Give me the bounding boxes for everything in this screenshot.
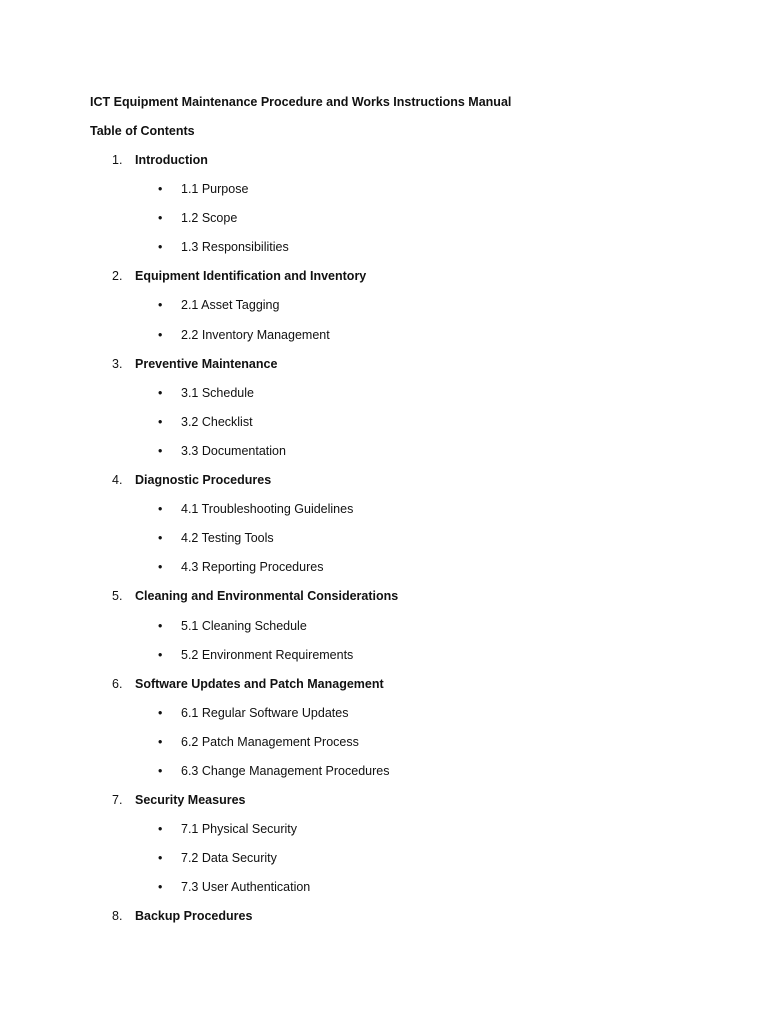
bullet-icon: • xyxy=(158,385,163,400)
section-number: 5. xyxy=(112,589,123,604)
toc-subsection xyxy=(0,820,768,849)
toc-subsection xyxy=(0,209,768,238)
subsection-title: 4.1 Troubleshooting Guidelines xyxy=(181,502,354,517)
bullet-icon: • xyxy=(158,880,163,895)
table-of-contents xyxy=(0,151,768,937)
toc-section xyxy=(0,675,768,704)
bullet-icon: • xyxy=(158,822,163,837)
subsection-title: 3.3 Documentation xyxy=(181,443,286,458)
section-number: 2. xyxy=(112,269,123,284)
bullet-icon: • xyxy=(158,327,163,342)
bullet-icon: • xyxy=(158,502,163,517)
subsection-title: 1.1 Purpose xyxy=(181,182,249,197)
subsection-title: 1.2 Scope xyxy=(181,211,238,226)
subsection-title: 7.2 Data Security xyxy=(181,851,277,866)
bullet-icon: • xyxy=(158,647,163,662)
toc-subsection xyxy=(0,733,768,762)
bullet-icon: • xyxy=(158,298,163,313)
toc-section xyxy=(0,151,768,180)
subsection-title: 7.3 User Authentication xyxy=(181,880,311,895)
toc-subsection xyxy=(0,849,768,878)
section-title: Cleaning and Environmental Considerations xyxy=(135,589,399,604)
bullet-icon: • xyxy=(158,182,163,197)
toc-subsection xyxy=(0,878,768,907)
bullet-icon: • xyxy=(158,618,163,633)
toc-subsection xyxy=(0,238,768,267)
toc-subsection xyxy=(0,500,768,529)
subsection-title: 3.1 Schedule xyxy=(181,385,254,400)
section-title: Introduction xyxy=(135,153,208,167)
toc-subsection xyxy=(0,180,768,209)
section-number: 7. xyxy=(112,793,123,808)
toc-section xyxy=(0,587,768,616)
section-title: Preventive Maintenance xyxy=(135,356,278,371)
subsection-title: 2.2 Inventory Management xyxy=(181,327,330,342)
toc-subsection xyxy=(0,442,768,471)
toc-subsection xyxy=(0,326,768,355)
bullet-icon: • xyxy=(158,211,163,226)
subsection-title: 6.1 Regular Software Updates xyxy=(181,705,349,720)
toc-subsection xyxy=(0,646,768,675)
toc-section xyxy=(0,471,768,500)
toc-subsection xyxy=(0,384,768,413)
toc-subsection xyxy=(0,529,768,558)
section-number: 1. xyxy=(112,153,123,167)
bullet-icon: • xyxy=(158,560,163,575)
subsection-title: 6.2 Patch Management Process xyxy=(181,734,359,749)
toc-subsection xyxy=(0,413,768,442)
toc-section xyxy=(0,267,768,296)
section-title: Backup Procedures xyxy=(135,909,253,924)
toc-subsection xyxy=(0,617,768,646)
section-number: 8. xyxy=(112,909,123,924)
section-number: 6. xyxy=(112,676,123,691)
section-title: Software Updates and Patch Management xyxy=(135,676,384,691)
toc-subsection xyxy=(0,296,768,325)
subsection-title: 3.2 Checklist xyxy=(181,414,253,429)
subsection-title: 4.2 Testing Tools xyxy=(181,531,274,546)
toc-section xyxy=(0,791,768,820)
bullet-icon: • xyxy=(158,531,163,546)
toc-section xyxy=(0,355,768,384)
bullet-icon: • xyxy=(158,734,163,749)
bullet-icon: • xyxy=(158,763,163,778)
section-title: Equipment Identification and Inventory xyxy=(135,269,367,284)
document-title: ICT Equipment Maintenance Procedure and Works Instructions Manual xyxy=(90,95,512,109)
toc-section xyxy=(0,907,768,936)
subsection-title: 4.3 Reporting Procedures xyxy=(181,560,324,575)
section-title: Diagnostic Procedures xyxy=(135,473,272,488)
bullet-icon: • xyxy=(158,705,163,720)
toc-subsection xyxy=(0,558,768,587)
bullet-icon: • xyxy=(158,851,163,866)
toc-subsection xyxy=(0,704,768,733)
section-title: Security Measures xyxy=(135,793,246,808)
subsection-title: 7.1 Physical Security xyxy=(181,822,298,837)
subsection-title: 5.1 Cleaning Schedule xyxy=(181,618,307,633)
bullet-icon: • xyxy=(158,443,163,458)
subsection-title: 1.3 Responsibilities xyxy=(181,240,289,255)
section-number: 4. xyxy=(112,473,123,488)
bullet-icon: • xyxy=(158,240,163,255)
section-number: 3. xyxy=(112,356,123,371)
subsection-title: 5.2 Environment Requirements xyxy=(181,647,354,662)
bullet-icon: • xyxy=(158,414,163,429)
toc-heading: Table of Contents xyxy=(90,124,195,138)
subsection-title: 2.1 Asset Tagging xyxy=(181,298,280,313)
subsection-title: 6.3 Change Management Procedures xyxy=(181,763,390,778)
toc-subsection xyxy=(0,762,768,791)
